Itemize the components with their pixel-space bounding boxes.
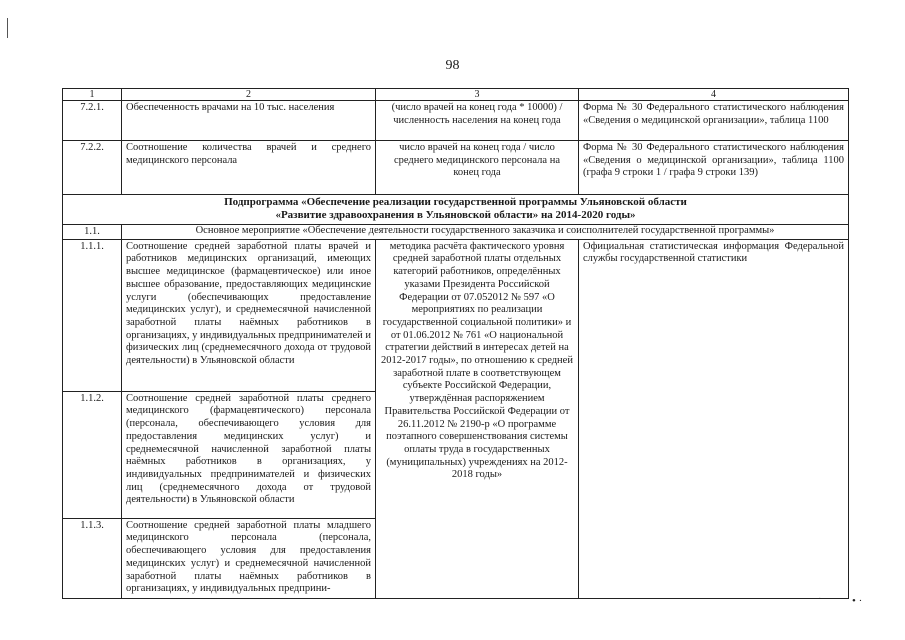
table-row <box>63 239 849 391</box>
shared-data-source: Официальная статистическая информация Федеральной службы государственной статистики <box>579 239 849 598</box>
shared-calculation-method: методика расчёта фактического уровня средней заработной платы отдельных категорий работников, определённых указами Президента Российской Федерации от 07.052012 № 597 «О мероприятиях по реализации государственной социальной политики» и от 01.06.2012 № 761 «О национальной стратегии действий в интересах детей на 2012-2017 годы», по отношению к средней заработной плате в соответствующем субъекте Российской Федерации, утверждённая распоряжением Правительства Российской Федерации от 26.11.2012 № 2190-р «О программе поэтапного совершенствования системы оплаты труда в государственных (муниципальных) учреждениях на 2012-2018 годы» <box>376 239 579 598</box>
main-event-text: Основное мероприятие «Обеспечение деятельности государственного заказчика и соисполнителей государственной программы» <box>122 225 849 240</box>
column-number-row <box>63 89 849 101</box>
indicator-name: Соотношение количества врачей и среднего медицинского персонала <box>122 141 376 195</box>
indicators-table <box>62 88 849 599</box>
scan-margin-mark <box>7 18 8 38</box>
subprogram-heading <box>63 195 849 225</box>
indicator-name: Соотношение средней заработной платы среднего медицинского (фармацевтического) персонала (персонала, обеспечивающего условия для предоставления медицинских услуг) и среднемесячной начисленной заработной платы наёмных работников в организациях, у индивидуальных предпринимателей и физических лиц (среднемесячного дохода от трудовой деятельности) в Ульяновской области <box>122 391 376 518</box>
data-source: Форма № 30 Федерального статистического наблюдения «Сведения о медицинской организации», таблица 1100 (графа 9 строки 1 / графа 9 строки 139) <box>579 141 849 195</box>
column-number: 3 <box>376 89 579 101</box>
data-source: Форма № 30 Федерального статистического наблюдения «Сведения о медицинской организации», таблица 1100 <box>579 101 849 141</box>
column-number: 2 <box>122 89 376 101</box>
scan-artifact: • · <box>852 595 863 607</box>
subprogram-heading-line: Подпрограмма «Обеспечение реализации государственной программы Ульяновской области <box>224 196 687 208</box>
indicator-name: Соотношение средней заработной платы врачей и работников медицинских организаций, имеющих высшее медицинское (фармацевтическое) или иное высшее образование, предоставляющих медицинские услуги (обеспечивающих предоставление медицинских услуг), и среднемесячной начисленной заработной платы наёмных работников в организациях, у индивидуальных предпринимателей и физических лиц (среднемесячного дохода от трудовой деятельности) в Ульяновской области <box>122 239 376 391</box>
main-event-row <box>63 225 849 240</box>
scan-artifact: · <box>818 593 822 605</box>
indicator-name: Соотношение средней заработной платы младшего медицинского персонала (персонала, обеспечивающего условия для предоставления медицинских услуг) и среднемесячной начисленной заработной платы наёмных работников в организациях, у индивидуальных предприни- <box>122 518 376 598</box>
subprogram-heading-line: «Развитие здравоохранения в Ульяновской области» на 2014-2020 годы» <box>275 209 636 221</box>
row-number: 1.1.2. <box>63 391 122 518</box>
row-number: 1.1.3. <box>63 518 122 598</box>
indicator-name: Обеспеченность врачами на 10 тыс. населения <box>122 101 376 141</box>
table-row <box>63 101 849 141</box>
table-row <box>63 141 849 195</box>
section-heading-row <box>63 195 849 225</box>
column-number: 1 <box>63 89 122 101</box>
calculation-method: (число врачей на конец года * 10000) / численность населения на конец года <box>376 101 579 141</box>
calculation-method: число врачей на конец года / число среднего медицинского персонала на конец года <box>376 141 579 195</box>
column-number: 4 <box>579 89 849 101</box>
page-number: 98 <box>445 58 460 73</box>
row-number: 7.2.1. <box>63 101 122 141</box>
row-number: 1.1.1. <box>63 239 122 391</box>
row-number: 7.2.2. <box>63 141 122 195</box>
event-number: 1.1. <box>63 225 122 240</box>
